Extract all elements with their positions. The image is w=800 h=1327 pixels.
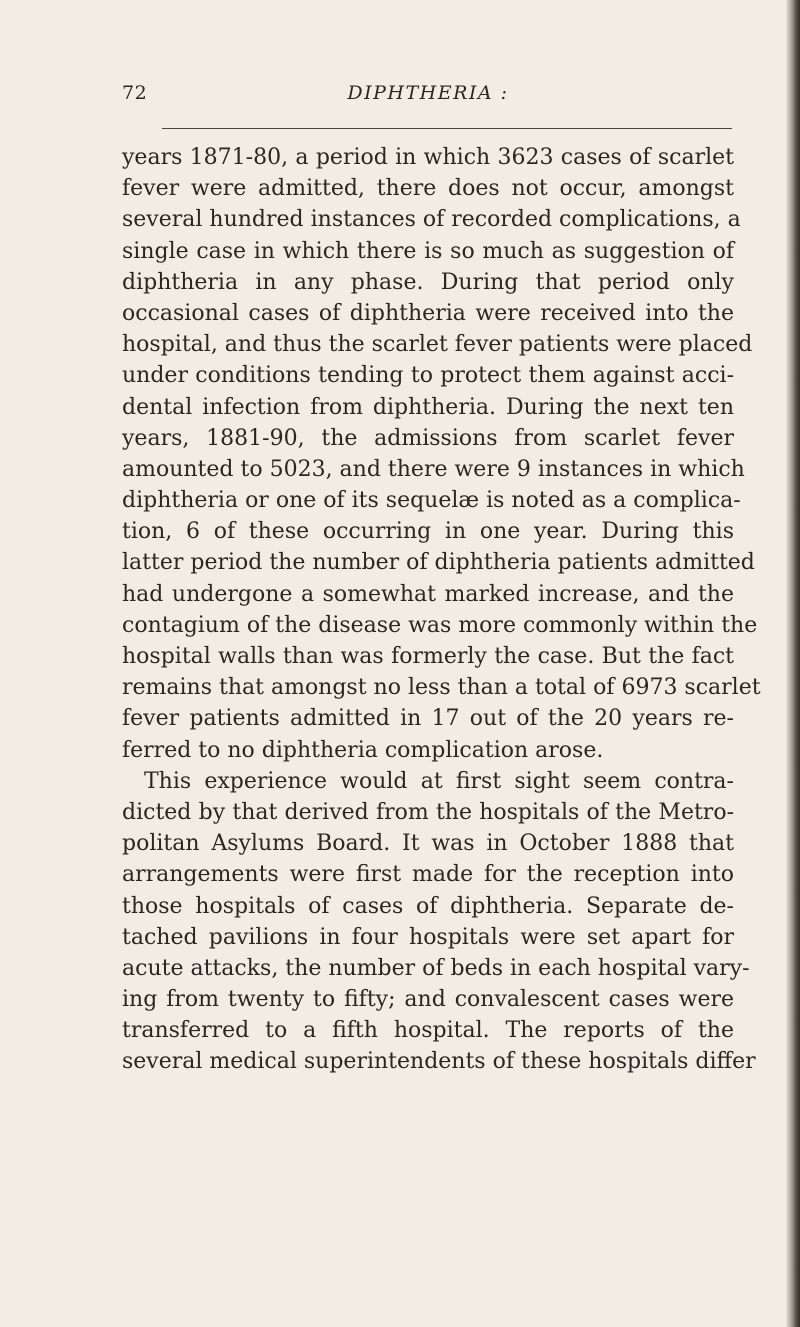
text-line: occasional cases of diphtheria were received into the — [122, 300, 734, 326]
text-line: remains that amongst no less than a total of 6973 scarlet — [122, 675, 761, 701]
text-line: had undergone a somewhat marked increase, and the — [122, 581, 734, 607]
text-line: tion, 6 of these occurring in one year. During this — [122, 519, 734, 545]
text-line: under conditions tending to protect them against acci- — [122, 363, 734, 389]
text-line: amounted to 5023, and there were 9 instances in which — [122, 456, 745, 482]
page-number: 72 — [122, 82, 148, 104]
text-line: years, 1881-90, the admissions from scarlet fever — [122, 425, 734, 451]
text-line: hospital walls than was formerly the case. But the fact — [122, 644, 734, 669]
text-line: transferred to a fifth hospital. The reports of the — [122, 1018, 734, 1044]
text-line: dental infection from diphtheria. During the next ten — [122, 394, 734, 420]
text-line: dicted by that derived from the hospitals of the Metro- — [122, 799, 734, 825]
body-text — [122, 142, 761, 1078]
text-line: several hundred instances of recorded complications, a — [122, 207, 741, 233]
header-rule — [162, 128, 732, 129]
text-line: hospital, and thus the scarlet fever patients were placed — [122, 332, 753, 358]
text-line: diphtheria in any phase. During that period only — [122, 269, 734, 295]
text-line: those hospitals of cases of diphtheria. Separate de- — [122, 893, 734, 919]
text-line: fever were admitted, there does not occur, amongst — [122, 176, 734, 202]
paragraph-end-line: ferred to no diphtheria complication arose. — [122, 737, 604, 763]
text-line: ing from twenty to fifty; and convalescent cases were — [122, 987, 734, 1013]
text-line: years 1871-80, a period in which 3623 cases of scarlet — [122, 145, 734, 170]
paragraph-start-line: This experience would at first sight seem contra- — [144, 768, 734, 794]
text-line: contagium of the disease was more commonly within the — [122, 612, 758, 638]
text-line: acute attacks, the number of beds in each hospital vary- — [122, 955, 750, 981]
page-header — [122, 82, 734, 110]
text-line: single case in which there is so much as suggestion of — [122, 238, 734, 264]
running-head: DIPHTHERIA : — [347, 82, 509, 104]
text-line: politan Asylums Board. It was in October 1888 that — [122, 831, 734, 857]
text-line: several medical superintendents of these hospitals differ — [122, 1049, 756, 1075]
text-line: latter period the number of diphtheria patients admitted — [122, 550, 755, 576]
text-line: arrangements were first made for the reception into — [122, 862, 734, 888]
text-line: diphtheria or one of its sequelæ is noted as a complica- — [122, 488, 741, 514]
page-edge — [786, 0, 800, 1327]
text-line: tached pavilions in four hospitals were set apart for — [122, 924, 734, 950]
text-line: fever patients admitted in 17 out of the 20 years re- — [122, 706, 734, 732]
